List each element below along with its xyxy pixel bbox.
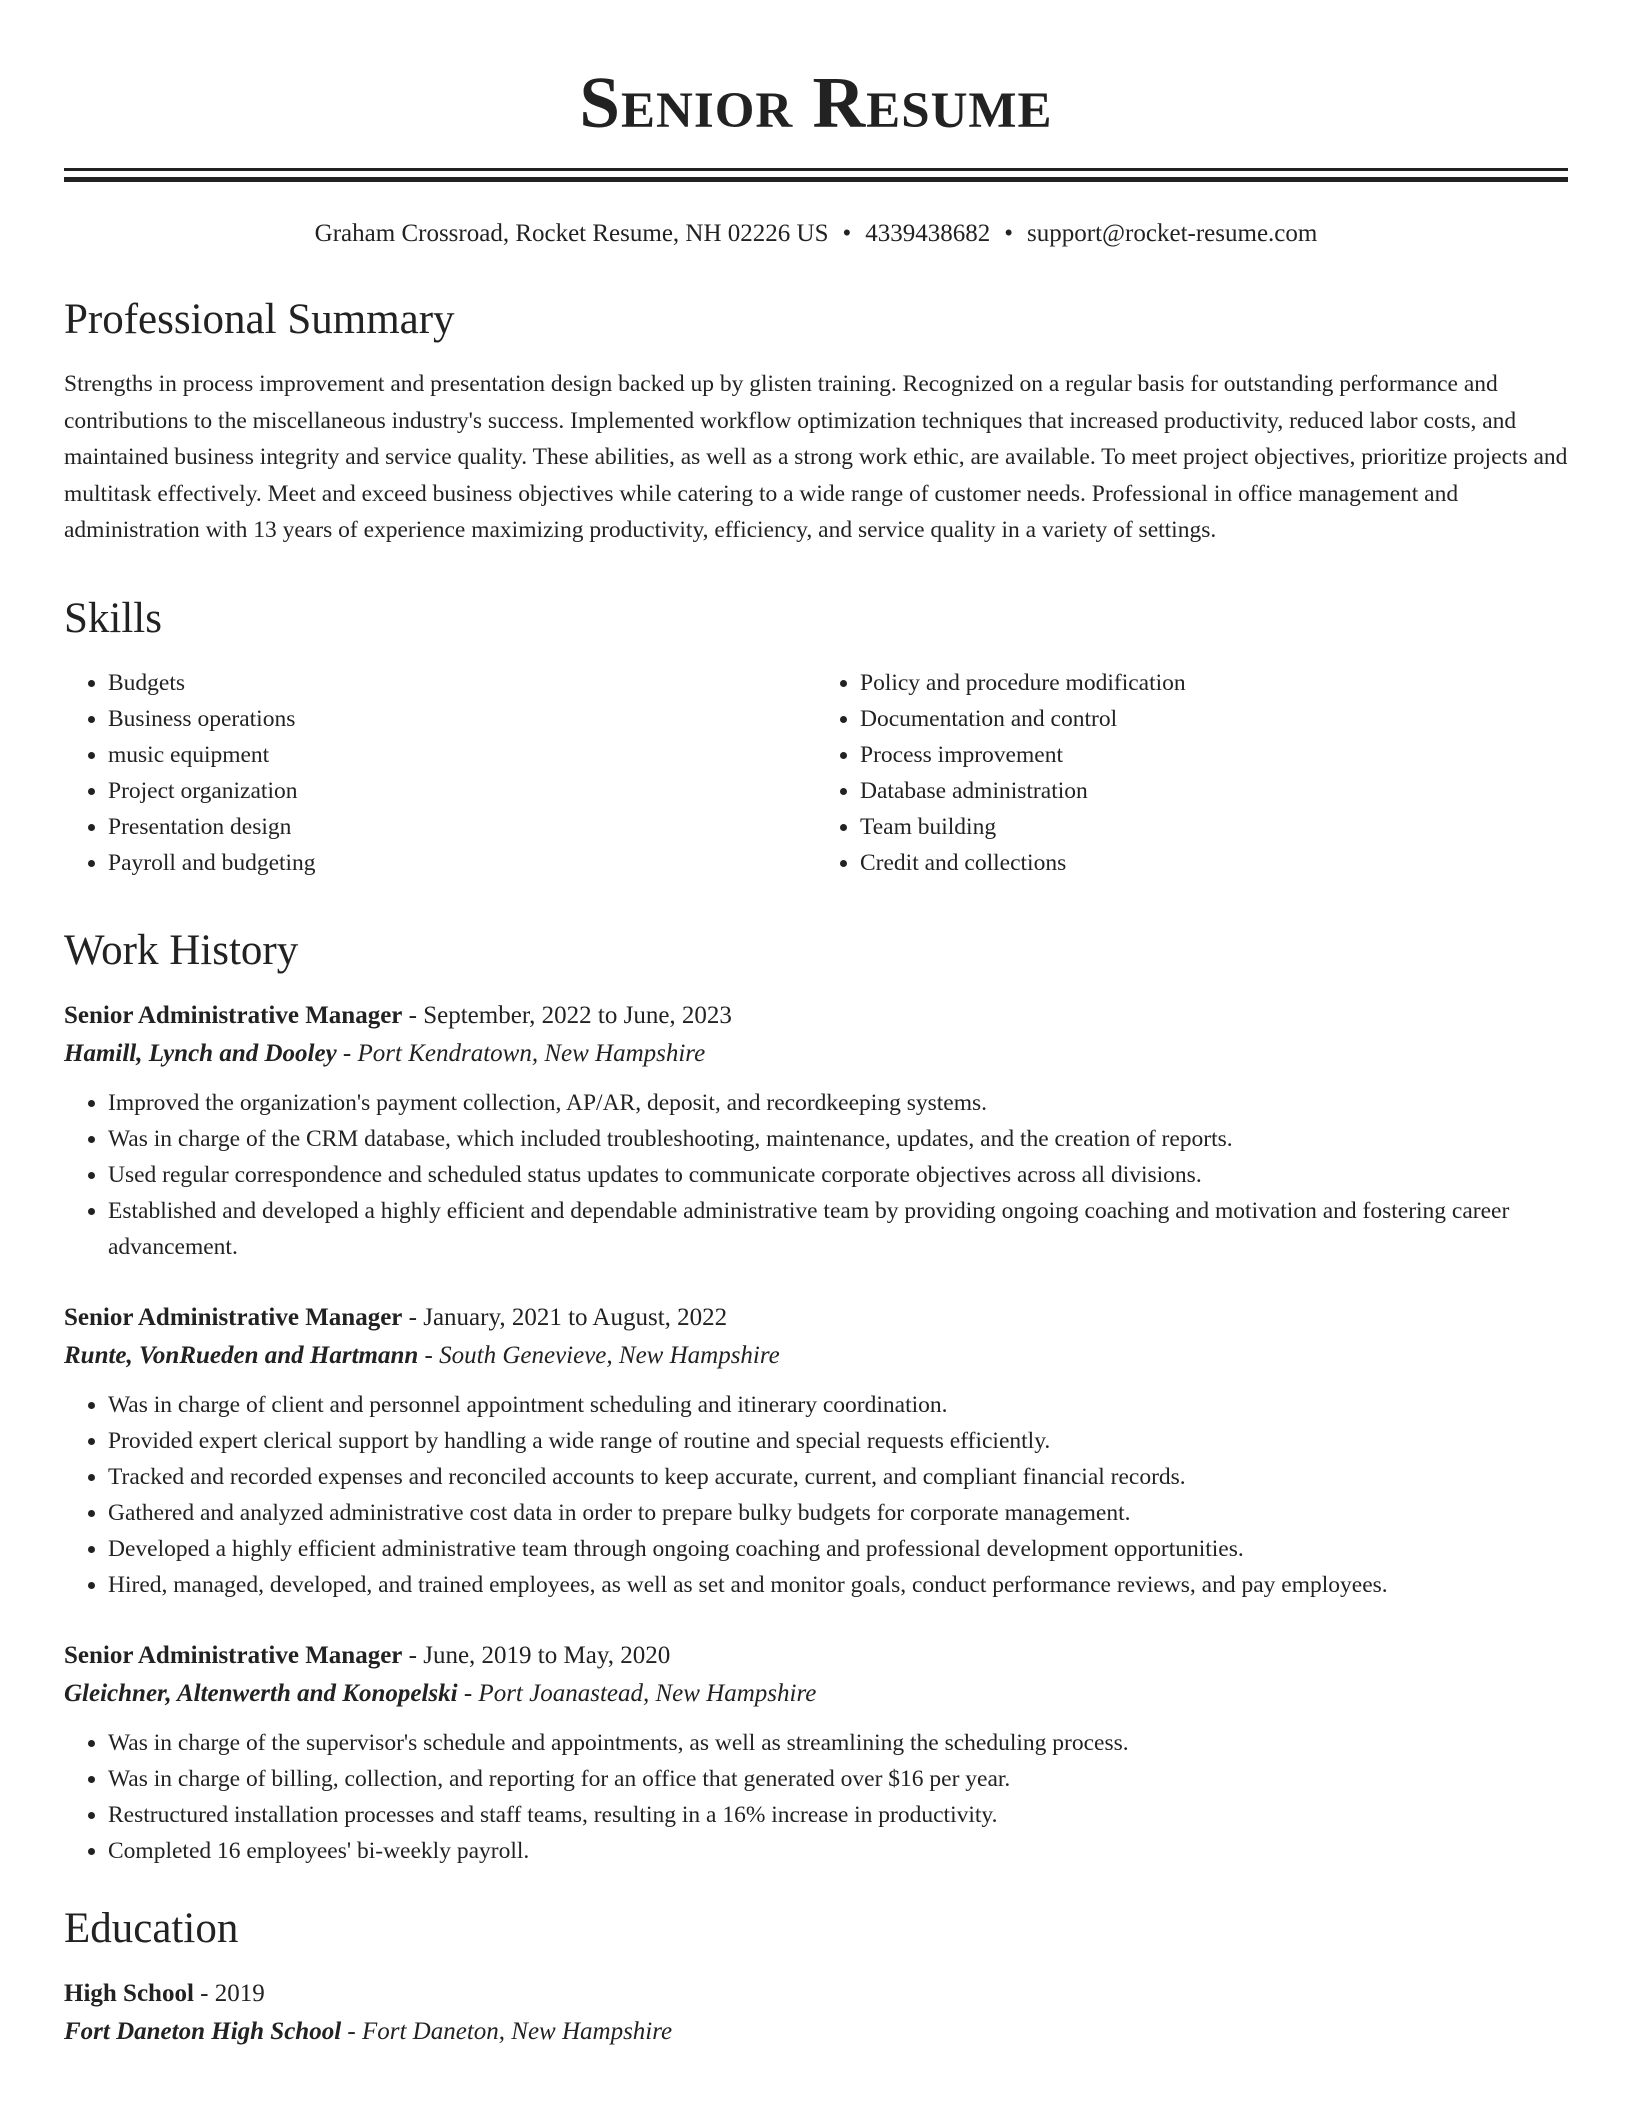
job-title-line bbox=[64, 997, 1568, 1035]
contact-phone: 4339438682 bbox=[865, 220, 991, 247]
contact-separator: • bbox=[1004, 220, 1014, 247]
job-title: Senior Administrative Manager bbox=[64, 1641, 403, 1669]
company-name: Hamill, Lynch and Dooley bbox=[64, 1039, 337, 1067]
skills-column-left bbox=[64, 665, 816, 881]
job-bullet: • Was in charge of the CRM database, which included troubleshooting, maintenance, updates, and the creation of reports. bbox=[108, 1121, 1568, 1157]
job-bullet: • Tracked and recorded expenses and reconciled accounts to keep accurate, current, and compliant financial records. bbox=[108, 1459, 1568, 1495]
skill-item: • Payroll and budgeting bbox=[108, 845, 816, 881]
job-dates: - June, 2019 to May, 2020 bbox=[402, 1641, 671, 1669]
header-rule-thick bbox=[64, 177, 1568, 182]
resume-page bbox=[64, 0, 1568, 2051]
company-location: - South Genevieve, New Hampshire bbox=[418, 1341, 780, 1369]
contact-email: support@rocket-resume.com bbox=[1027, 220, 1318, 247]
job-bullet: • Provided expert clerical support by handling a wide range of routine and special requests efficiently. bbox=[108, 1423, 1568, 1459]
resume-name: Senior Resume bbox=[579, 62, 1053, 143]
company-name: Gleichner, Altenwerth and Konopelski bbox=[64, 1679, 458, 1707]
contact-address: Graham Crossroad, Rocket Resume, NH 02226 US bbox=[314, 220, 829, 247]
header-rule-thin bbox=[64, 168, 1568, 171]
job-entry bbox=[64, 1299, 1568, 1603]
skill-item: • Presentation design bbox=[108, 809, 816, 845]
job-bullet: • Restructured installation processes and staff teams, resulting in a 16% increase in productivity. bbox=[108, 1797, 1568, 1833]
company-name: Runte, VonRueden and Hartmann bbox=[64, 1341, 419, 1369]
job-bullets bbox=[64, 1725, 1568, 1869]
skill-item: • Database administration bbox=[860, 773, 1568, 809]
job-title: Senior Administrative Manager bbox=[64, 1303, 403, 1331]
job-bullet: • Completed 16 employees' bi-weekly payroll. bbox=[108, 1833, 1568, 1869]
skills-heading: Skills bbox=[64, 594, 162, 642]
job-dates: - January, 2021 to August, 2022 bbox=[402, 1303, 728, 1331]
skill-item: • Budgets bbox=[108, 665, 816, 701]
education-heading: Education bbox=[64, 1904, 239, 1952]
education-school-line bbox=[64, 2013, 1568, 2051]
job-bullet: • Used regular correspondence and scheduled status updates to communicate corporate objectives across all divisions. bbox=[108, 1157, 1568, 1193]
education-degree-line bbox=[64, 1975, 1568, 2013]
job-bullets bbox=[64, 1085, 1568, 1265]
skill-item: • Team building bbox=[860, 809, 1568, 845]
company-location: - Port Joanastead, New Hampshire bbox=[457, 1679, 817, 1707]
job-bullet: • Improved the organization's payment collection, AP/AR, deposit, and recordkeeping systems. bbox=[108, 1085, 1568, 1121]
company-location: - Port Kendratown, New Hampshire bbox=[336, 1039, 706, 1067]
skill-item: • Project organization bbox=[108, 773, 816, 809]
work-history-heading: Work History bbox=[64, 926, 299, 974]
job-entry bbox=[64, 1637, 1568, 1869]
job-bullet: • Was in charge of the supervisor's schedule and appointments, as well as streamlining the scheduling process. bbox=[108, 1725, 1568, 1761]
job-title: Senior Administrative Manager bbox=[64, 1001, 403, 1029]
company-line bbox=[64, 1337, 1568, 1375]
education-year: - 2019 bbox=[193, 1979, 265, 2007]
job-bullets bbox=[64, 1387, 1568, 1603]
skill-item: • Policy and procedure modification bbox=[860, 665, 1568, 701]
job-bullet: • Hired, managed, developed, and trained employees, as well as set and monitor goals, conduct performance reviews, and pay employees. bbox=[108, 1567, 1568, 1603]
summary-heading: Professional Summary bbox=[64, 296, 455, 343]
skills-column-right bbox=[816, 665, 1568, 881]
skill-item: • music equipment bbox=[108, 737, 816, 773]
job-bullet: • Was in charge of billing, collection, and reporting for an office that generated over $16 per year. bbox=[108, 1761, 1568, 1797]
job-bullet: • Gathered and analyzed administrative cost data in order to prepare bulky budgets for corporate management. bbox=[108, 1495, 1568, 1531]
skill-item: • Documentation and control bbox=[860, 701, 1568, 737]
skill-item: • Business operations bbox=[108, 701, 816, 737]
job-title-line bbox=[64, 1637, 1568, 1675]
job-title-line bbox=[64, 1299, 1568, 1337]
education-school: Fort Daneton High School bbox=[64, 2017, 342, 2045]
job-bullet: • Established and developed a highly efficient and dependable administrative team by providing ongoing coaching and motivation and fostering career advancement. bbox=[108, 1193, 1568, 1265]
job-bullet: • Developed a highly efficient administrative team through ongoing coaching and professional development opportunities. bbox=[108, 1531, 1568, 1567]
job-bullet: • Was in charge of client and personnel appointment scheduling and itinerary coordination. bbox=[108, 1387, 1568, 1423]
skills-list bbox=[64, 665, 1568, 881]
contact-line bbox=[64, 218, 1568, 250]
skill-item: • Process improvement bbox=[860, 737, 1568, 773]
education-degree: High School bbox=[64, 1979, 194, 2007]
company-line bbox=[64, 1035, 1568, 1073]
job-entry bbox=[64, 997, 1568, 1265]
skill-item: • Credit and collections bbox=[860, 845, 1568, 881]
education-location: - Fort Daneton, New Hampshire bbox=[341, 2017, 673, 2045]
company-line bbox=[64, 1675, 1568, 1713]
contact-separator: • bbox=[842, 220, 852, 247]
summary-text: Strengths in process improvement and presentation design backed up by glisten training. Recognized on a regular basis for outstanding performance and contributions to the miscellaneous industry's success. Implemented workflow optimization techniques that increased productivity, reduced labor costs, and maintained business integrity and service quality. These abilities, as well as a strong work ethic, are available. To meet project objectives, prioritize projects and multitask effectively. Meet and exceed business objectives while catering to a wide range of customer needs. Professional in office management and administration with 13 years of experience maximizing productivity, efficiency, and service quality in a variety of settings. bbox=[64, 371, 1568, 543]
job-dates: - September, 2022 to June, 2023 bbox=[402, 1001, 732, 1029]
